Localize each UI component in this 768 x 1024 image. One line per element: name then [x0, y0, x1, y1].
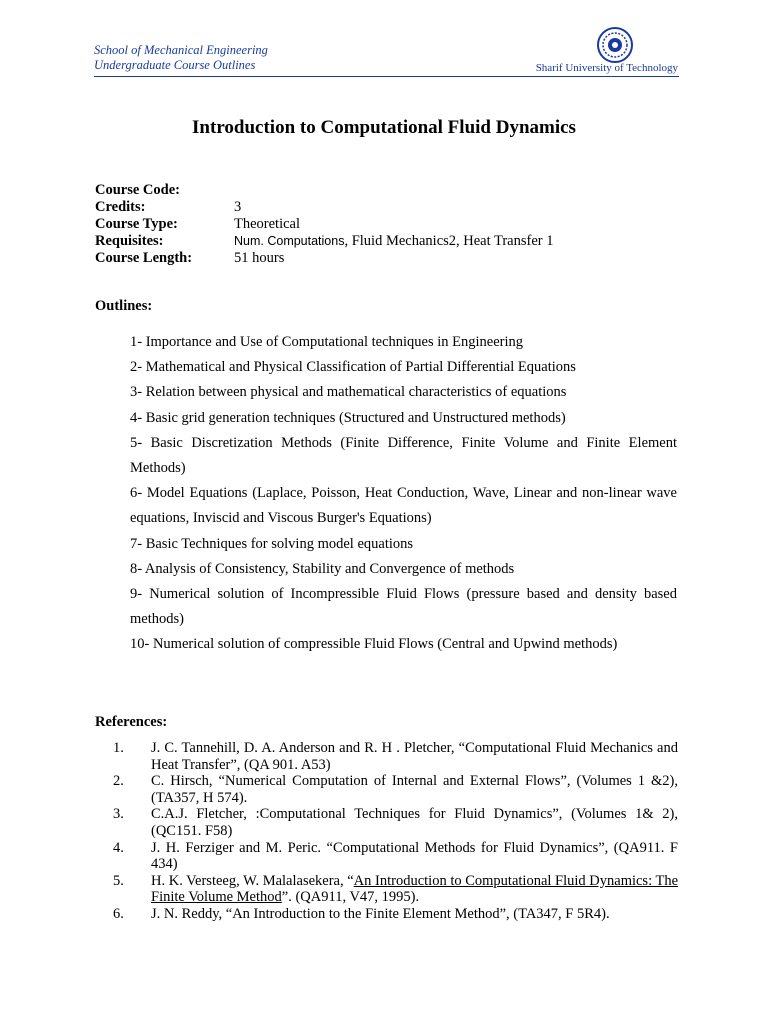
outline-item: 4- Basic grid generation techniques (Structured and Unstructured methods) [130, 409, 566, 426]
course-info-row [95, 216, 553, 233]
outline-item: 9- Numerical solution of Incompressible Fluid Flows (pressure based and density based methods) [130, 586, 677, 628]
reference-number: 4. [113, 839, 124, 856]
outline-item: 1- Importance and Use of Computational techniques in Engineering [130, 334, 524, 350]
reference-item [113, 806, 678, 839]
university-name: Sharif University of Technology [535, 62, 678, 74]
reference-item [113, 773, 678, 806]
outline-label: Undergraduate Course Outlines [94, 58, 256, 72]
outline-item: 7- Basic Techniques for solving model equations [130, 535, 414, 552]
reference-item [113, 873, 678, 906]
outline-item: 8- Analysis of Consistency, Stability and Convergence of methods [130, 560, 515, 577]
references-heading: References: [95, 714, 168, 730]
reference-number: 5. [113, 872, 124, 889]
course-length-value: 51 hours [234, 250, 285, 266]
header-left [94, 43, 268, 73]
course-info-row [95, 199, 553, 216]
reference-text: C. Hirsch, “Numerical Computation of Internal and External Flows”, (Volumes 1 &2), (TA357, H 574). [151, 773, 678, 806]
course-info-row [95, 250, 553, 267]
reference-text: J. N. Reddy, “An Introduction to the Finite Element Method”, (TA347, F 5R4). [151, 905, 610, 922]
course-info-row [95, 233, 553, 250]
outline-item: 2- Mathematical and Physical Classification of Partial Differential Equations [130, 359, 576, 376]
requisites-value [234, 233, 553, 250]
reference-text: J. C. Tannehill, D. A. Anderson and R. H . Pletcher, “Computational Fluid Mechanics and Heat Transfer”, (QA 901. A53) [151, 740, 678, 773]
course-length-label: Course Length: [95, 250, 193, 266]
course-type-label: Course Type: [95, 216, 178, 232]
reference-text: C.A.J. Fletcher, :Computational Techniques for Fluid Dynamics”, (Volumes 1& 2), (QC151. F58) [151, 806, 678, 839]
reference-number: 6. [113, 905, 124, 922]
reference-text-before: H. K. Versteeg, W. Malalasekera, “ [151, 872, 354, 889]
course-type-value: Theoretical [234, 216, 301, 232]
outlines-heading: Outlines: [95, 298, 153, 314]
references-list [113, 740, 678, 923]
reference-item [113, 906, 678, 923]
reference-item [113, 740, 678, 773]
page-title: Introduction to Computational Fluid Dynamics [192, 117, 576, 138]
credits-label: Credits: [95, 199, 146, 215]
credits-value: 3 [234, 199, 242, 215]
outline-item: 6- Model Equations (Laplace, Poisson, Heat Conduction, Wave, Linear and non-linear wave equations, Inviscid and Viscous Burger's Equations) [130, 485, 677, 527]
outline-item: 3- Relation between physical and mathematical characteristics of equations [130, 384, 567, 401]
requisites-label: Requisites: [95, 233, 164, 249]
header-rule [94, 76, 679, 77]
course-info [95, 182, 553, 267]
requisites-value-rest: , Fluid Mechanics2, Heat Transfer 1 [344, 233, 554, 249]
reference-item [113, 840, 678, 873]
university-seal-icon [597, 27, 633, 63]
outline-item: 10- Numerical solution of compressible Fluid Flows (Central and Upwind methods) [130, 636, 618, 653]
reference-underlined-title: An Introduction to Computational Fluid Dynamics: The Finite Volume Method [151, 872, 679, 906]
reference-text-after: ”. (QA911, V47, 1995). [281, 889, 420, 906]
reference-number: 1. [113, 740, 124, 756]
course-code-label: Course Code: [95, 182, 180, 198]
reference-number: 2. [113, 773, 124, 790]
course-info-row [95, 182, 553, 199]
outlines-list [130, 330, 677, 658]
reference-text: J. H. Ferziger and M. Peric. “Computational Methods for Fluid Dynamics”, (QA911. F 434) [151, 839, 678, 873]
requisites-value-first: Num. Computations [234, 234, 345, 248]
reference-text [151, 873, 678, 906]
outline-item: 5- Basic Discretization Methods (Finite Difference, Finite Volume and Finite Element Methods) [130, 434, 677, 477]
reference-number: 3. [113, 806, 124, 823]
school-name: School of Mechanical Engineering [94, 43, 268, 57]
